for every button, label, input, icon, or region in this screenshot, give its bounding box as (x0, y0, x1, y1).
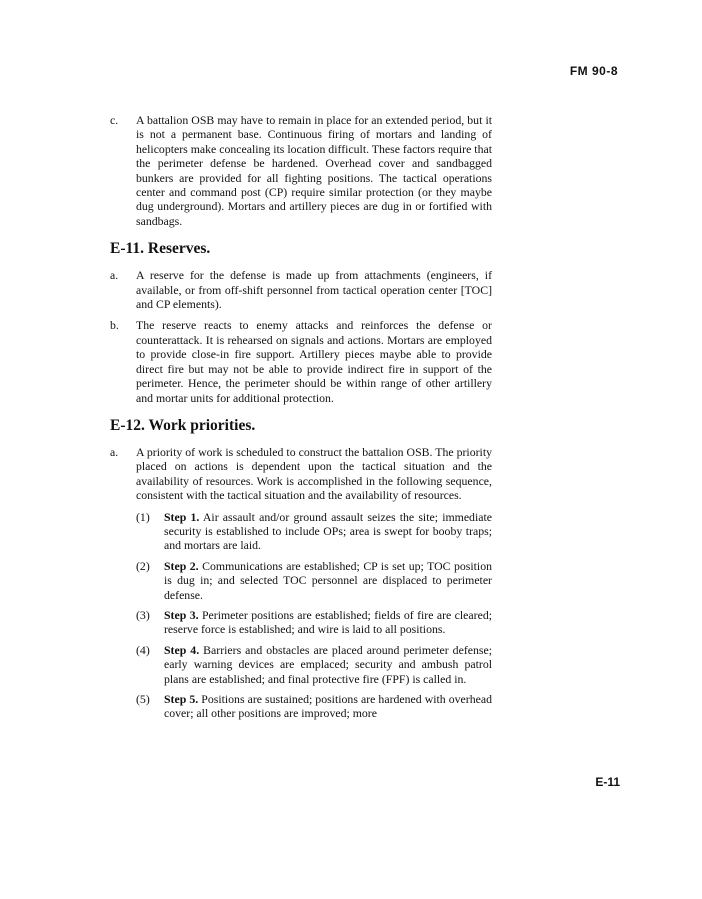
step-text (164, 643, 492, 686)
step-item (136, 608, 492, 637)
paragraph-e11-b (110, 318, 492, 404)
paragraph-text: A reserve for the defense is made up from attachments (engineers, if available, or from off-shift personnel from tactical operation center [TOC] and CP elements). (136, 268, 492, 312)
step-text (164, 510, 492, 553)
paragraph-marker: a. (110, 444, 119, 459)
paragraph-text: A battalion OSB may have to remain in place for an extended period, but it is not a permanent base. Continuous firing of mortars and landing of helicopters make concealing its location difficult. These factors require that the perimeter defense be hardened. Overhead cover and sandbagged bunkers are provided for all fighting positions. The tactical operations center and command post (CP) require similar protection (or they maybe dug underground). Mortars and artillery pieces are dug in or fortified with sandbags. (136, 113, 492, 228)
step-number: (1) (136, 509, 150, 524)
step-text (164, 692, 492, 721)
step-body: Air assault and/or ground assault seizes the site; immediate security is established to include OPs; area is swept for booby traps; and mortars are laid. (164, 509, 492, 553)
step-number: (4) (136, 642, 150, 657)
paragraph-e11-a (110, 268, 492, 311)
paragraph-marker: c. (110, 113, 119, 127)
step-label: Step 4. (164, 642, 200, 657)
page-number: E-11 (595, 775, 620, 789)
step-label: Step 3. (164, 607, 199, 622)
step-body: Barriers and obstacles are placed around perimeter defense; early warning devices are emplaced; security and ambush patrol plans are established; and final protective fire (FPF) is called in. (164, 642, 492, 686)
paragraph-text: A priority of work is scheduled to construct the battalion OSB. The priority placed on actions is dependent upon the tactical situation and the availability of resources. Work is accomplished in the following sequence, consistent with the tactical situation and the availability of resources. (136, 444, 492, 503)
paragraph-marker: a. (110, 268, 119, 283)
step-number: (3) (136, 607, 150, 622)
step-body: Positions are sustained; positions are hardened with overhead cover; all other positions are improved; more (164, 692, 492, 721)
step-number: (2) (136, 558, 150, 573)
running-head: FM 90-8 (569, 64, 618, 78)
paragraph-text: The reserve reacts to enemy attacks and reinforces the defense or counterattack. It is rehearsed on signals and actions. Mortars are employed to provide close-in fire support. Artillery pieces maybe able to provide direct fire but may not be able to provide indirect fire in support of the perimeter. Hence, the perimeter should be within range of other artillery and mortar units for additional protection. (136, 318, 492, 405)
step-item (136, 559, 492, 602)
step-text (164, 608, 492, 637)
step-item (136, 510, 492, 553)
section-heading-e11: E-11. Reserves. (110, 240, 211, 258)
step-item (136, 643, 492, 686)
step-text (164, 559, 492, 602)
step-item (136, 692, 492, 721)
step-number: (5) (136, 692, 150, 706)
paragraph-e12-a (110, 445, 492, 503)
paragraph-marker: b. (110, 318, 119, 333)
step-label: Step 1. (164, 509, 200, 524)
document-body (110, 113, 492, 727)
step-label: Step 2. (164, 558, 199, 573)
step-label: Step 5. (164, 692, 199, 706)
paragraph-c (110, 113, 492, 228)
step-body: Communications are established; CP is set up; TOC position is dug in; and selected TOC personnel are displaced to perimeter defense. (164, 558, 492, 602)
section-heading-e12: E-12. Work priorities. (110, 416, 256, 434)
step-body: Perimeter positions are established; fields of fire are cleared; reserve force is established; and wire is laid to all positions. (164, 607, 492, 637)
